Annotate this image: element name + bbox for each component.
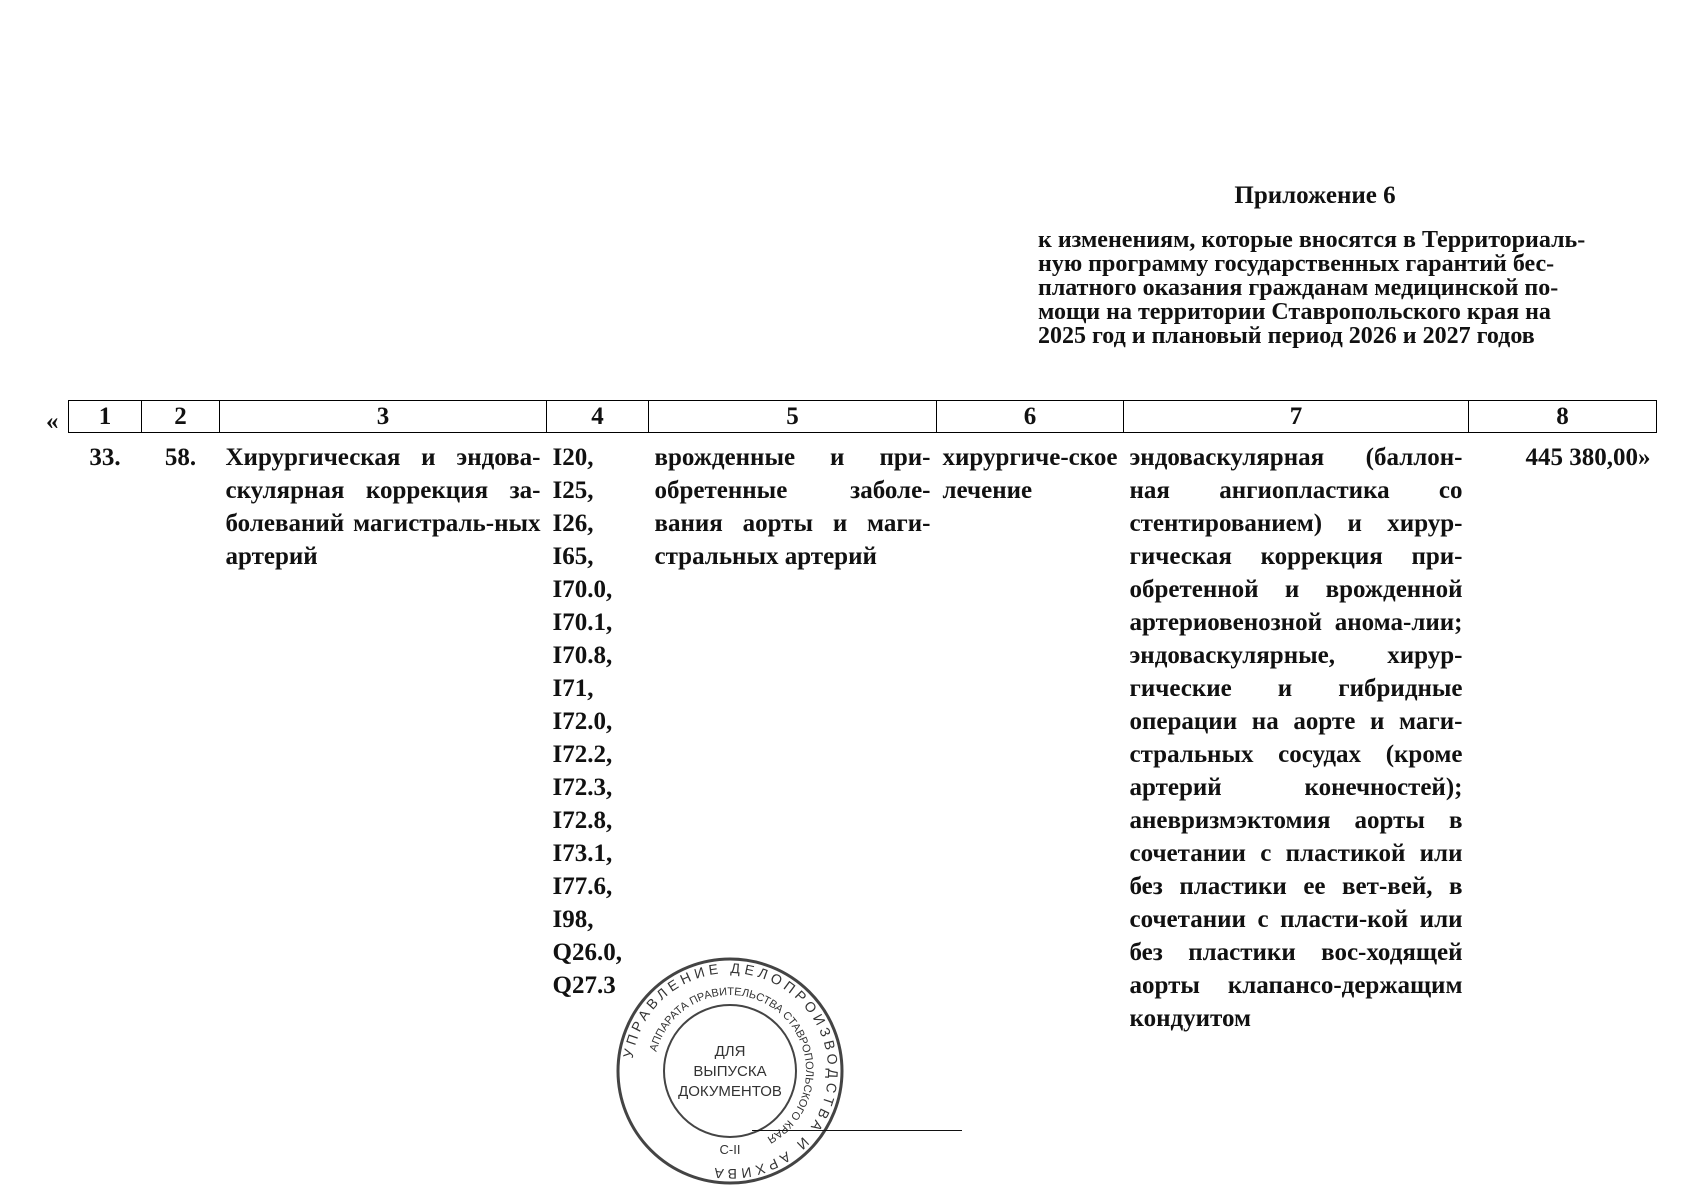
group-number: 58.: [164, 444, 197, 471]
stamp-center-line: ДЛЯ: [714, 1043, 746, 1060]
services-table: [68, 400, 1657, 1035]
stamp-center-line: ВЫПУСКА: [693, 1063, 767, 1080]
stamp-center-line: ДОКУМЕНТОВ: [678, 1083, 782, 1100]
stamp-outer-text: УПРАВЛЕНИЕ ДЕЛОПРОИЗВОДСТВА И АРХИВА: [619, 959, 842, 1183]
column-number: 8: [1469, 401, 1657, 433]
stamp-code: С-II: [719, 1142, 741, 1157]
closing-quote: »: [1638, 444, 1651, 471]
table-row: [69, 433, 1657, 1036]
column-number: 2: [142, 401, 220, 433]
appendix-note: [1038, 228, 1658, 348]
row-number: 33.: [89, 444, 121, 471]
stamp-inner-text: АППАРАТА ПРАВИТЕЛЬСТВА СТАВРОПОЛЬСКОГО КРАЯ: [647, 985, 816, 1146]
appendix-note-line: 2025 год и плановый период 2026 и 2027 годов: [1038, 323, 1535, 349]
opening-quote: «: [46, 408, 59, 435]
appendix-note-line: мощи на территории Ставропольского края на: [1038, 299, 1551, 325]
appendix-note-line: к изменениям, которые вносятся в Территориаль-: [1038, 227, 1586, 253]
cost-cell: [1469, 433, 1657, 1036]
treatment-method: эндоваскулярная (баллон-ная ангиопластика со стентированием) и хирур-гическая коррекция при-обретенной и врожденной артериовенозной анома-лии; эндоваскулярные, хирур-гические и гибридные операции на аорте и маги-стральных сосудах (кроме артерий конечностей); аневризмэктомия аорты в сочетании с пластикой или без пластики ее вет-вей, в сочетании с пласти-кой или без пластики вос-ходящей аорты клапансо-держащим кондуитом: [1129, 444, 1463, 1032]
column-number-row: [69, 401, 1657, 433]
signature-line: [752, 1130, 962, 1131]
appendix-note-line: ную программу государственных гарантий бес-: [1038, 251, 1555, 277]
treatment-type: хирургиче-ское лечение: [942, 444, 1118, 504]
appendix-title: Приложение 6: [1234, 182, 1396, 209]
column-number: 4: [547, 401, 649, 433]
column-number: 1: [69, 401, 142, 433]
column-number: 7: [1124, 401, 1469, 433]
official-stamp: [615, 956, 845, 1186]
column-number: 6: [937, 401, 1124, 433]
column-number: 3: [220, 401, 547, 433]
column-number: 5: [649, 401, 937, 433]
appendix-note-line: платного оказания гражданам медицинской по-: [1038, 275, 1559, 301]
cost-value: 445 380,00: [1525, 444, 1638, 471]
disease-model: врожденные и при-обретенные заболе-вания аорты и маги-стральных артерий: [654, 444, 931, 570]
icd-codes: I20, I25, I26, I65, I70.0, I70.1, I70.8, I71, I72.0, I72.2, I72.3, I72.8, I73.1, I77.6, I98, Q26.0, Q27.3: [552, 444, 622, 999]
care-type-name: Хирургическая и эндова-скулярная коррекция за-болеваний магистраль-ных артерий: [225, 444, 541, 570]
